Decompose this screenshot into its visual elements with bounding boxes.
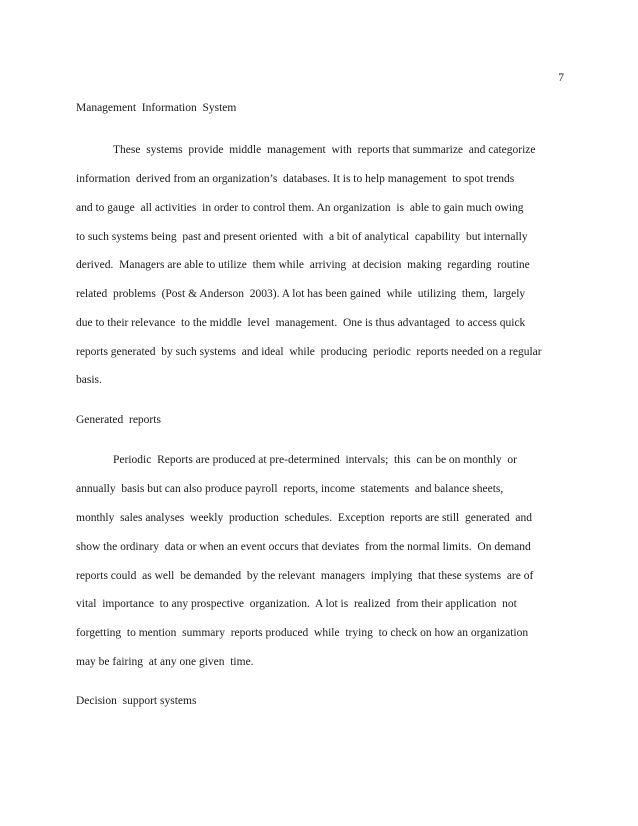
section-heading-decision-support: Decision support systems: [76, 695, 197, 707]
paragraph-line: reports could as well be demanded by the relevant managers implying that these systems are of: [76, 570, 534, 582]
paragraph-line: to such systems being past and present oriented with a bit of analytical capability but internally: [76, 231, 528, 243]
paragraph-line: derived. Managers are able to utilize them while arriving at decision making regarding routine: [76, 259, 530, 271]
paragraph-line: may be fairing at any one given time.: [76, 656, 254, 668]
paragraph-line: Periodic Reports are produced at pre-determined intervals; this can be on monthly or: [113, 454, 517, 466]
section-heading-generated-reports: Generated reports: [76, 414, 161, 426]
paragraph-line: basis.: [76, 374, 102, 386]
paragraph-line: vital importance to any prospective organization. A lot is realized from their application not: [76, 598, 517, 610]
paragraph-line: These systems provide middle management with reports that summarize and categorize: [113, 144, 536, 156]
page-number: 7: [558, 72, 564, 84]
paragraph-line: reports generated by such systems and ideal while producing periodic reports needed on a regular: [76, 346, 542, 358]
paragraph-line: due to their relevance to the middle level management. One is thus advantaged to access quick: [76, 317, 526, 329]
paragraph-line: annually basis but can also produce payroll reports, income statements and balance sheets,: [76, 483, 504, 495]
paragraph-line: show the ordinary data or when an event occurs that deviates from the normal limits. On demand: [76, 541, 531, 553]
paragraph-line: forgetting to mention summary reports produced while trying to check on how an organization: [76, 627, 529, 639]
paragraph-line: information derived from an organization’s databases. It is to help management to spot trends: [76, 173, 515, 185]
paragraph-line: monthly sales analyses weekly production schedules. Exception reports are still generated and: [76, 512, 533, 524]
paragraph-line: related problems (Post & Anderson 2003). A lot has been gained while utilizing them, largely: [76, 288, 526, 300]
paragraph-line: and to gauge all activities in order to control them. An organization is able to gain much owing: [76, 202, 524, 214]
section-heading-mis: Management Information System: [76, 102, 237, 114]
